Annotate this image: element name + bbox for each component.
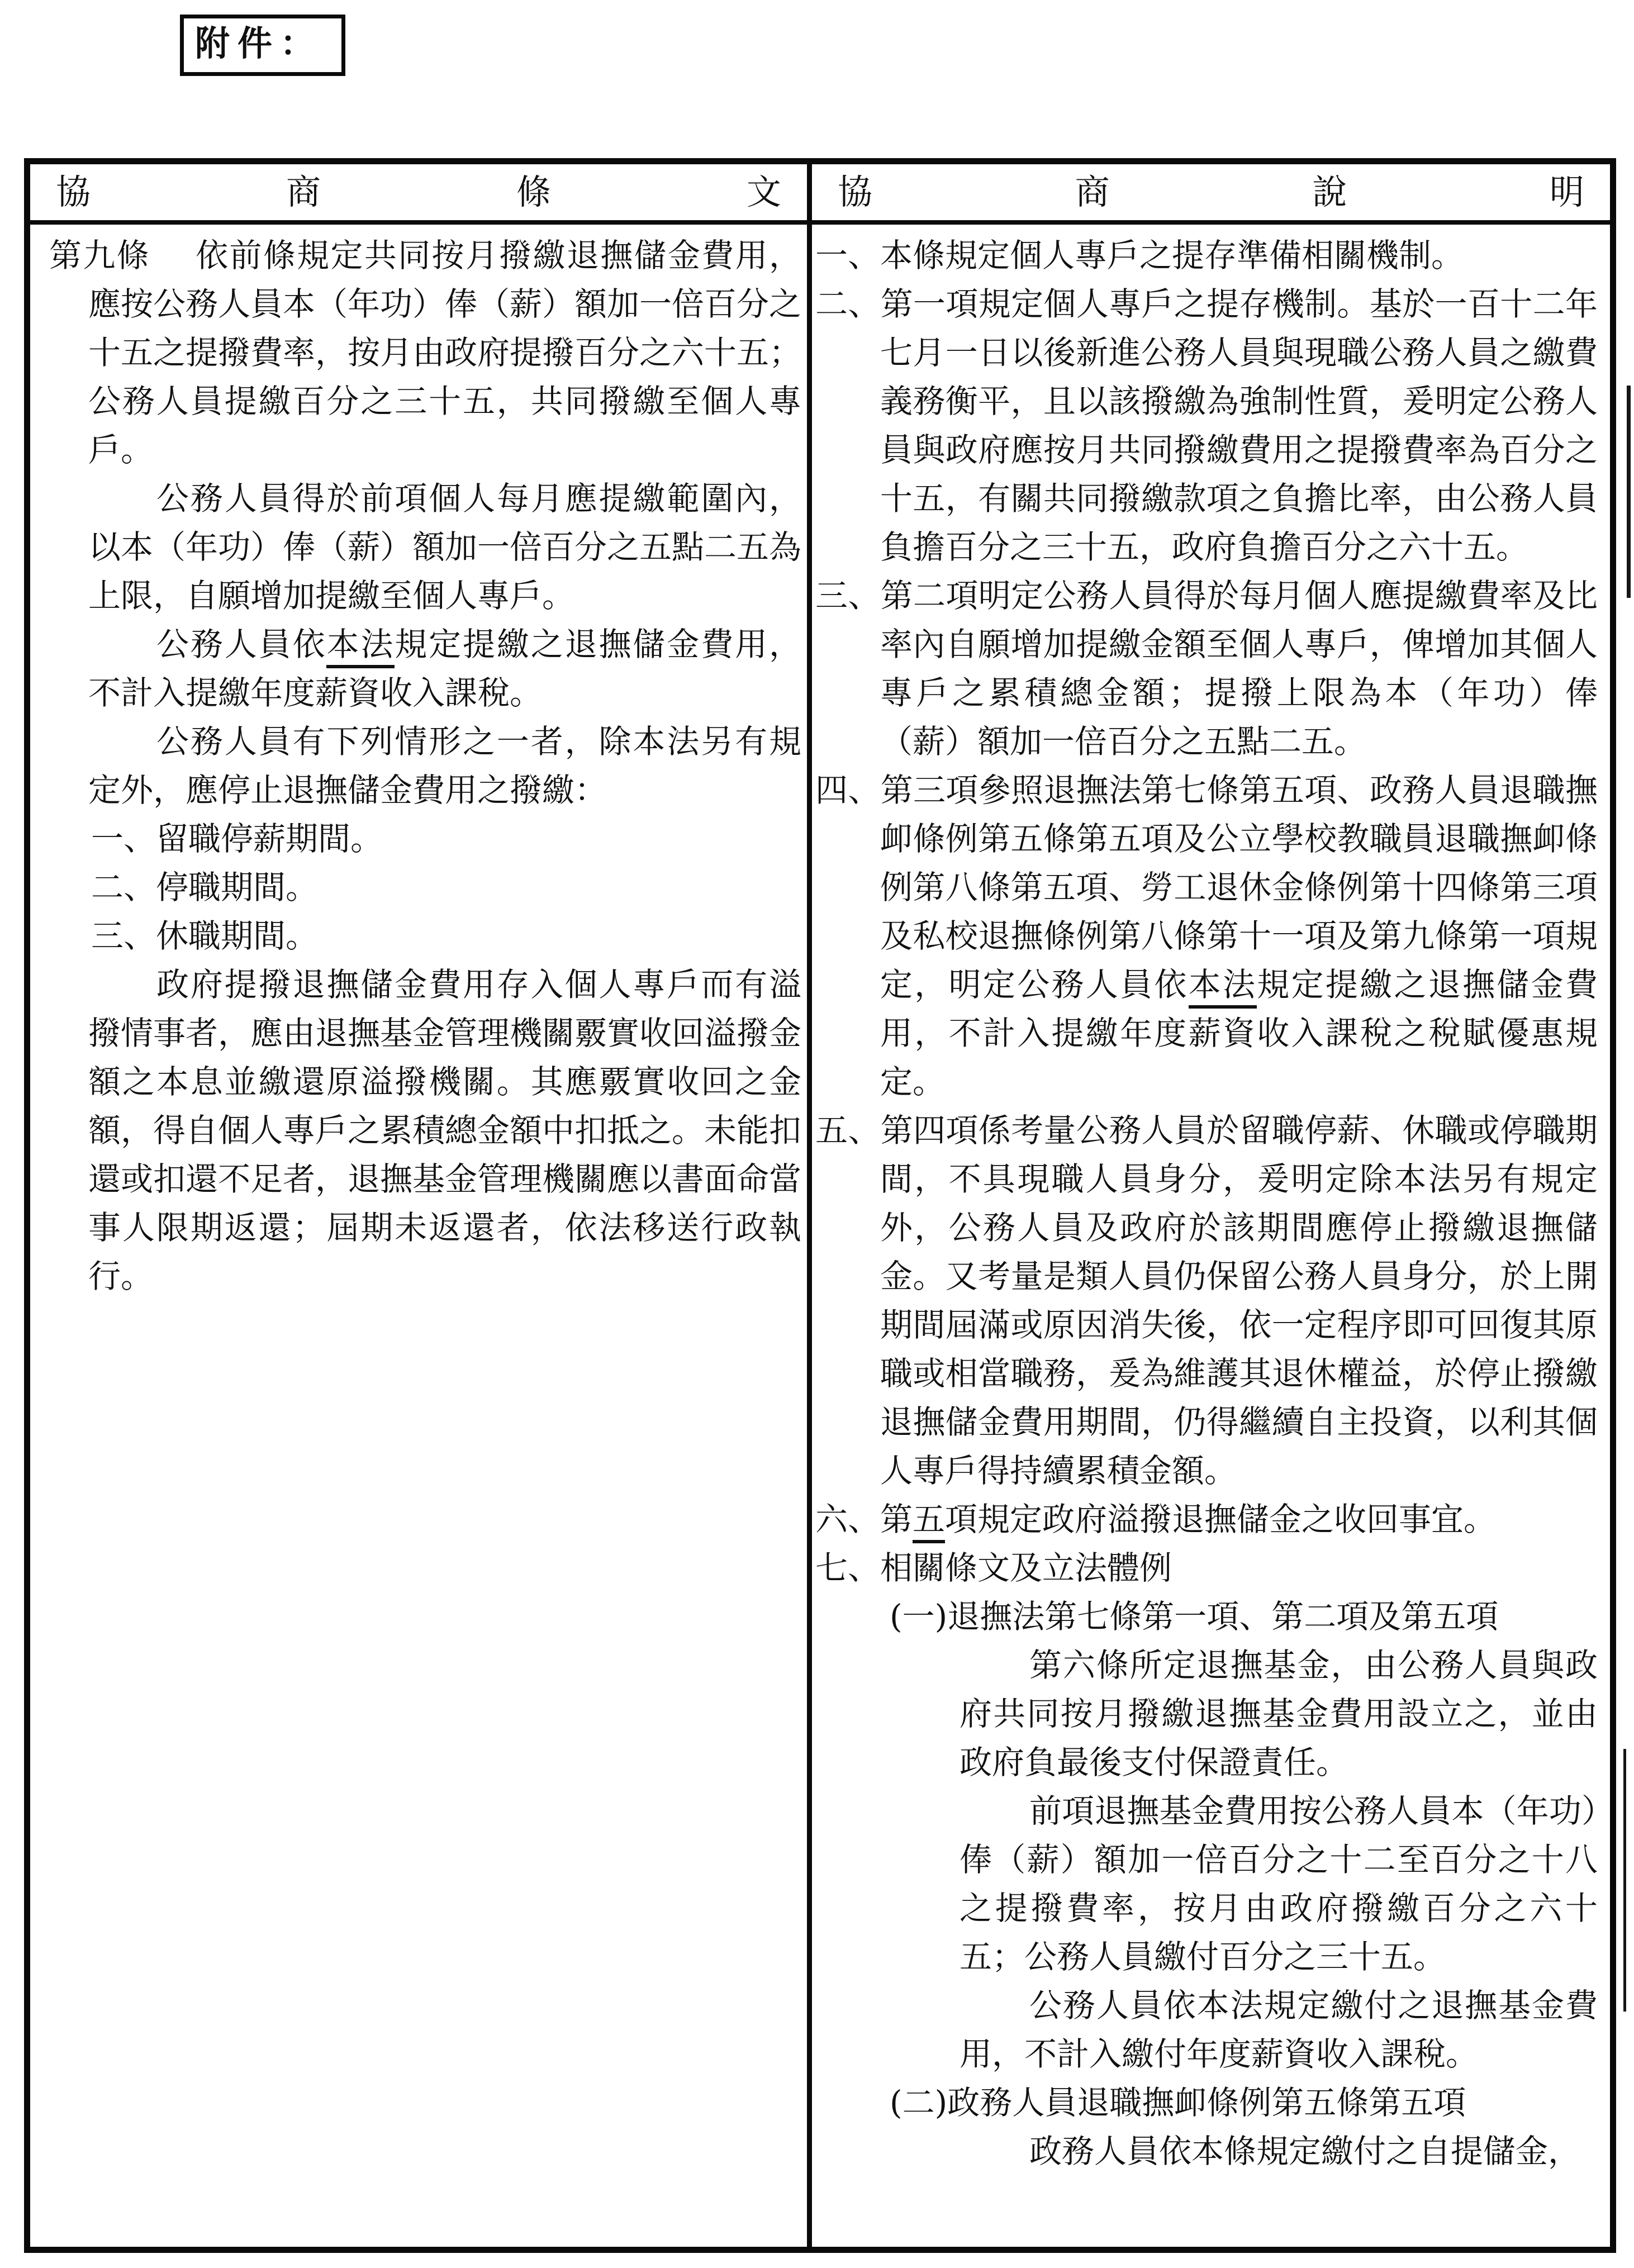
negotiation-table: [24, 158, 1616, 2253]
paragraph: [815, 2127, 1598, 2176]
paragraph: [890, 2079, 1598, 2127]
paragraph: [815, 1544, 1598, 1592]
text-segment: 二、停職期間。: [91, 868, 319, 906]
text-segment: 三、第二項明定公務人員得於每月個人應提繳費率及比率內自願增加提繳金額至個人專戶，俾增加其個人專戶之累積總金額；提撥上限為本（年功）俸（薪）額加一倍百分之五點二五。: [815, 577, 1598, 760]
text-segment: 規定提繳之退撫儲金費用，不計入提繳年度薪資收入課稅之稅賦優惠規定。: [880, 966, 1598, 1101]
text-segment: (二)政務人員退職撫卹條例第五條第五項: [890, 2084, 1466, 2122]
text-segment: 一、本條規定個人專戶之提存準備相關機制。: [815, 236, 1464, 274]
text-segment: 前項退撫基金費用按公務人員本（年功）俸（薪）額加一倍百分之十二至百分之十八之提撥費率，按月由政府撥繳百分之六十五；公務人員繳付百分之三十五。: [960, 1792, 1598, 1976]
provisions-column: [30, 225, 812, 2247]
text-segment: 公務人員依: [156, 625, 327, 663]
paragraph: [49, 717, 801, 815]
text-segment: 公務人員得於前項個人每月應提繳範圍內，以本（年功）俸（薪）額加一倍百分之五點二五為上限，自願增加提繳至個人專戶。: [88, 479, 802, 615]
text-segment: 三、休職期間。: [91, 917, 319, 955]
text-segment: 公務人員有下列情形之一者，除本法另有規定外，應停止退撫儲金費用之撥繳：: [88, 722, 801, 809]
paragraph: [91, 815, 801, 863]
paragraph: [815, 1495, 1598, 1544]
paragraph: [91, 912, 801, 961]
scan-artifact: [1627, 386, 1631, 598]
text-segment: 第六條所定退撫基金，由公務人員與政府共同按月撥繳退撫基金費用設立之，並由政府負最後支付保證責任。: [960, 1646, 1598, 1781]
paragraph: [890, 1592, 1598, 1641]
paragraph: [49, 961, 801, 1301]
text-segment: 規定提繳之退撫儲金費用，不計入提繳年度薪資收入課稅。: [88, 625, 801, 712]
paragraph: [815, 766, 1598, 1106]
paragraph: [49, 231, 801, 474]
underlined-term: 本法: [326, 625, 395, 668]
column-header-explanation: 協商說明: [812, 164, 1610, 225]
underlined-term: 本法: [1189, 966, 1257, 1009]
paragraph: [49, 474, 801, 620]
scan-artifact: [1623, 1749, 1626, 2012]
text-segment: 七、相關條文及立法體例: [815, 1549, 1172, 1587]
paragraph: [815, 280, 1598, 572]
column-header-provisions: 協商條文: [30, 164, 812, 225]
paragraph: [815, 572, 1598, 766]
text-segment: 政府提撥退撫儲金費用存入個人專戶而有溢撥情事者，應由退撫基金管理機關覈實收回溢撥金額之本息並繳還原溢撥機關。其應覈實收回之金額，得自個人專戶之累積總金額中扣抵之。未能扣還或扣還不足者，退撫基金管理機關應以書面命當事人限期返還；屆期未返還者，依法移送行政執行。: [88, 966, 802, 1295]
text-segment: 政務人員依本條規定繳付之自提儲金，: [1029, 2132, 1581, 2170]
text-segment: 一、留職停薪期間。: [91, 820, 383, 858]
text-segment: 五、第四項係考量公務人員於留職停薪、休職或停職期間，不具現職人員身分，爰明定除本法另有規定外，公務人員及政府於該期間應停止撥繳退撫儲金。又考量是類人員仍保留公務人員身分，於上開期間屆滿或原因消失後，依一定程序即可回復其原職或相當職務，爰為維護其退休權益，於停止撥繳退撫儲金費用期間，仍得繼續自主投資，以利其個人專戶得持續累積金額。: [815, 1111, 1598, 1490]
text-segment: 公務人員依本法規定繳付之退撫基金費用，不計入繳付年度薪資收入課稅。: [960, 1986, 1598, 2073]
paragraph: [815, 1981, 1598, 2079]
explanation-column: [812, 225, 1610, 2247]
paragraph: [815, 1787, 1598, 1981]
text-segment: 六、第: [815, 1500, 913, 1538]
paragraph: [815, 231, 1598, 280]
paragraph: [815, 1641, 1598, 1787]
paragraph: [49, 620, 801, 717]
text-segment: 項規定政府溢撥退撫儲金之收回事宜。: [945, 1500, 1497, 1538]
attachment-label: 附件：: [180, 15, 345, 76]
text-segment: 二、第一項規定個人專戶之提存機制。基於一百十二年七月一日以後新進公務人員與現職公務人員之繳費義務衡平，且以該撥繳為強制性質，爰明定公務人員與政府應按月共同撥繳費用之提撥費率為百分之十五，有關共同撥繳款項之負擔比率，由公務人員負擔百分之三十五，政府負擔百分之六十五。: [815, 285, 1598, 566]
underlined-term: 五: [913, 1500, 945, 1543]
text-segment: (一)退撫法第七條第一項、第二項及第五項: [890, 1597, 1499, 1635]
paragraph: [815, 1106, 1598, 1495]
text-segment: 第九條 依前條規定共同按月撥繳退撫儲金費用，應按公務人員本（年功）俸（薪）額加一倍百分之十五之提撥費率，按月由政府提撥百分之六十五；公務人員提繳百分之三十五，共同撥繳至個人專戶。: [49, 236, 802, 469]
paragraph: [91, 863, 801, 912]
text-segment: 四、第三項參照退撫法第七條第五項、政務人員退職撫卹條例第五條第五項及公立學校教職員退職撫卹條例第八條第五項、勞工退休金條例第十四條第三項及私校退撫條例第八條第十一項及第九條第一項規定，明定公務人員依: [815, 771, 1598, 1004]
